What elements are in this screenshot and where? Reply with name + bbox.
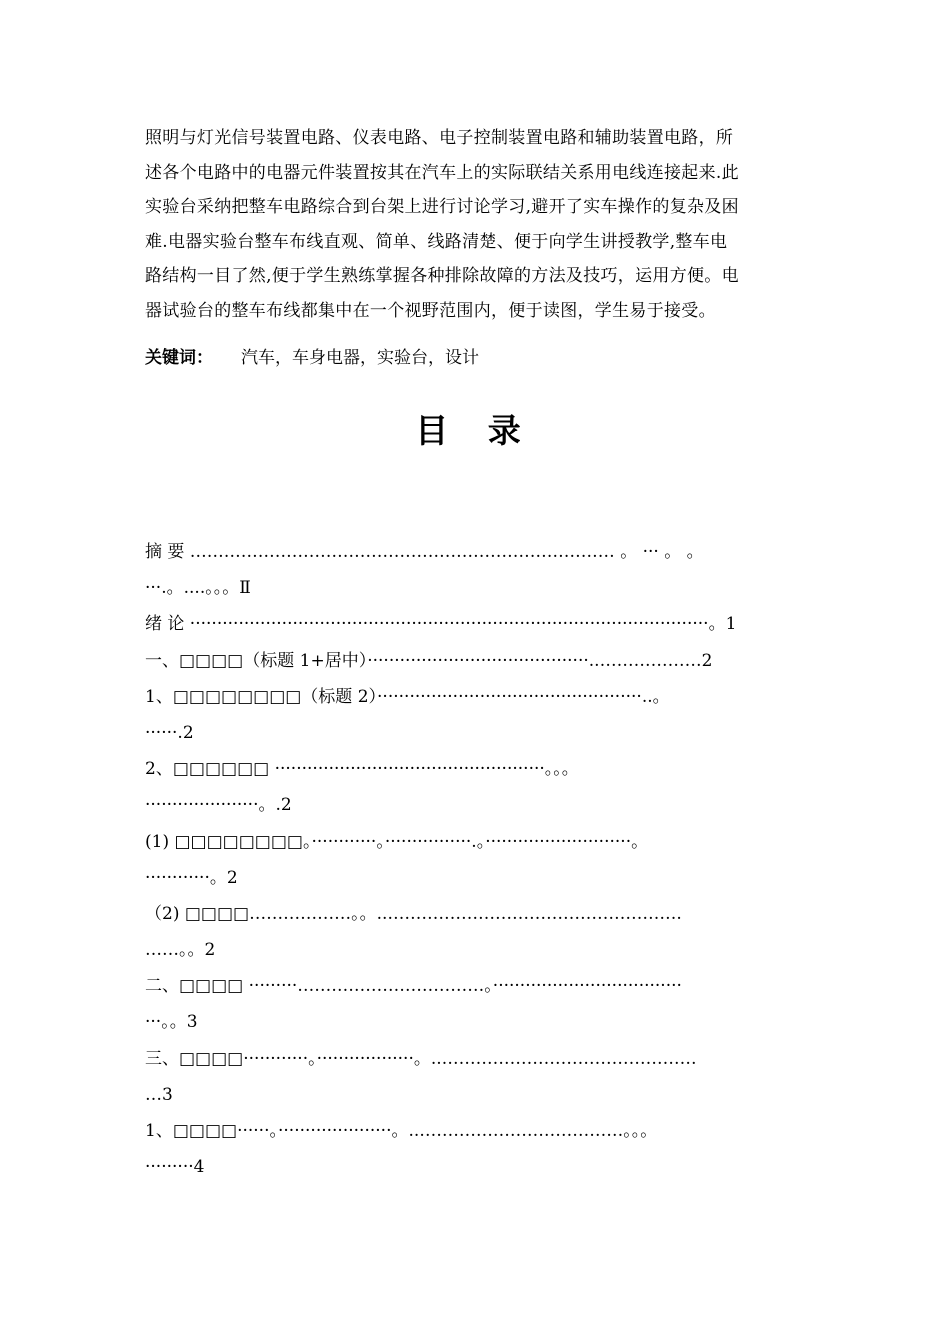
abstract-body [145,121,815,328]
toc-line[interactable]: 摘 要 ………………………………………………………………… 。 ··· 。 。 [145,542,704,562]
toc-line[interactable]: ……。。2 [145,940,216,961]
toc-line[interactable]: ···。。3 [145,1012,198,1033]
toc-line[interactable]: 1、□□□□□□□□（标题 2）·················································..。 [145,686,670,707]
abstract-line: 述各个电路中的电器元件装置按其在汽车上的实际联结关系用电线连接起来.此 [145,162,739,183]
toc-title: 目 录 [415,411,535,450]
abstract-line: 器试验台的整车布线都集中在一个视野范围内，便于读图，学生易于接受。 [145,300,716,321]
keywords-row [145,343,479,373]
toc-line[interactable]: 二、□□□□ ·········……………………………。··································· [145,976,682,997]
abstract-line: 路结构一目了然,便于学生熟练掌握各种排除故障的方法及技巧，运用方便。电 [145,266,739,286]
keywords-label: 关键词： [145,348,213,368]
toc-line[interactable]: ············。2 [145,867,238,888]
toc-line[interactable]: ·····················。.2 [145,795,292,816]
toc-line[interactable]: ·········4 [145,1157,205,1178]
abstract-line: 照明与灯光信号装置电路、仪表电路、电子控制装置电路和辅助装置电路，所 [145,128,734,148]
abstract-line: 难.电器实验台整车布线直观、简单、线路清楚、便于向学生讲授教学,整车电 [145,231,728,252]
toc-line[interactable]: ···.。....。。。Ⅱ [145,578,251,599]
toc-line[interactable]: （2) □□□□………………。。..……………………………………………. [145,903,682,924]
toc-line[interactable]: 一、□□□□（标题 1+居中）·········································..………………2 [145,650,713,671]
abstract-line: 实验台采纳把整车电路综合到台架上进行讨论学习,避开了实车操作的复杂及困 [145,197,739,217]
toc-line[interactable]: ······.2 [145,722,194,743]
toc-line[interactable]: 绪 论 ································································································。1 [145,614,737,635]
toc-line[interactable]: …3 [145,1084,173,1105]
toc-line[interactable]: 三、□□□□············。··················。..……………………………………… [145,1048,697,1069]
keywords-text: 汽车，车身电器，实验台，设计 [241,348,479,368]
toc-line[interactable]: (1) □□□□□□□□。············。················.。···························。 [145,831,649,852]
toc-line[interactable]: 1、□□□□······。·····················。..………………………………。。。 [145,1121,658,1141]
table-of-contents [145,534,815,1185]
toc-line[interactable]: 2、□□□□□□ ··················································。。。 [145,759,579,780]
